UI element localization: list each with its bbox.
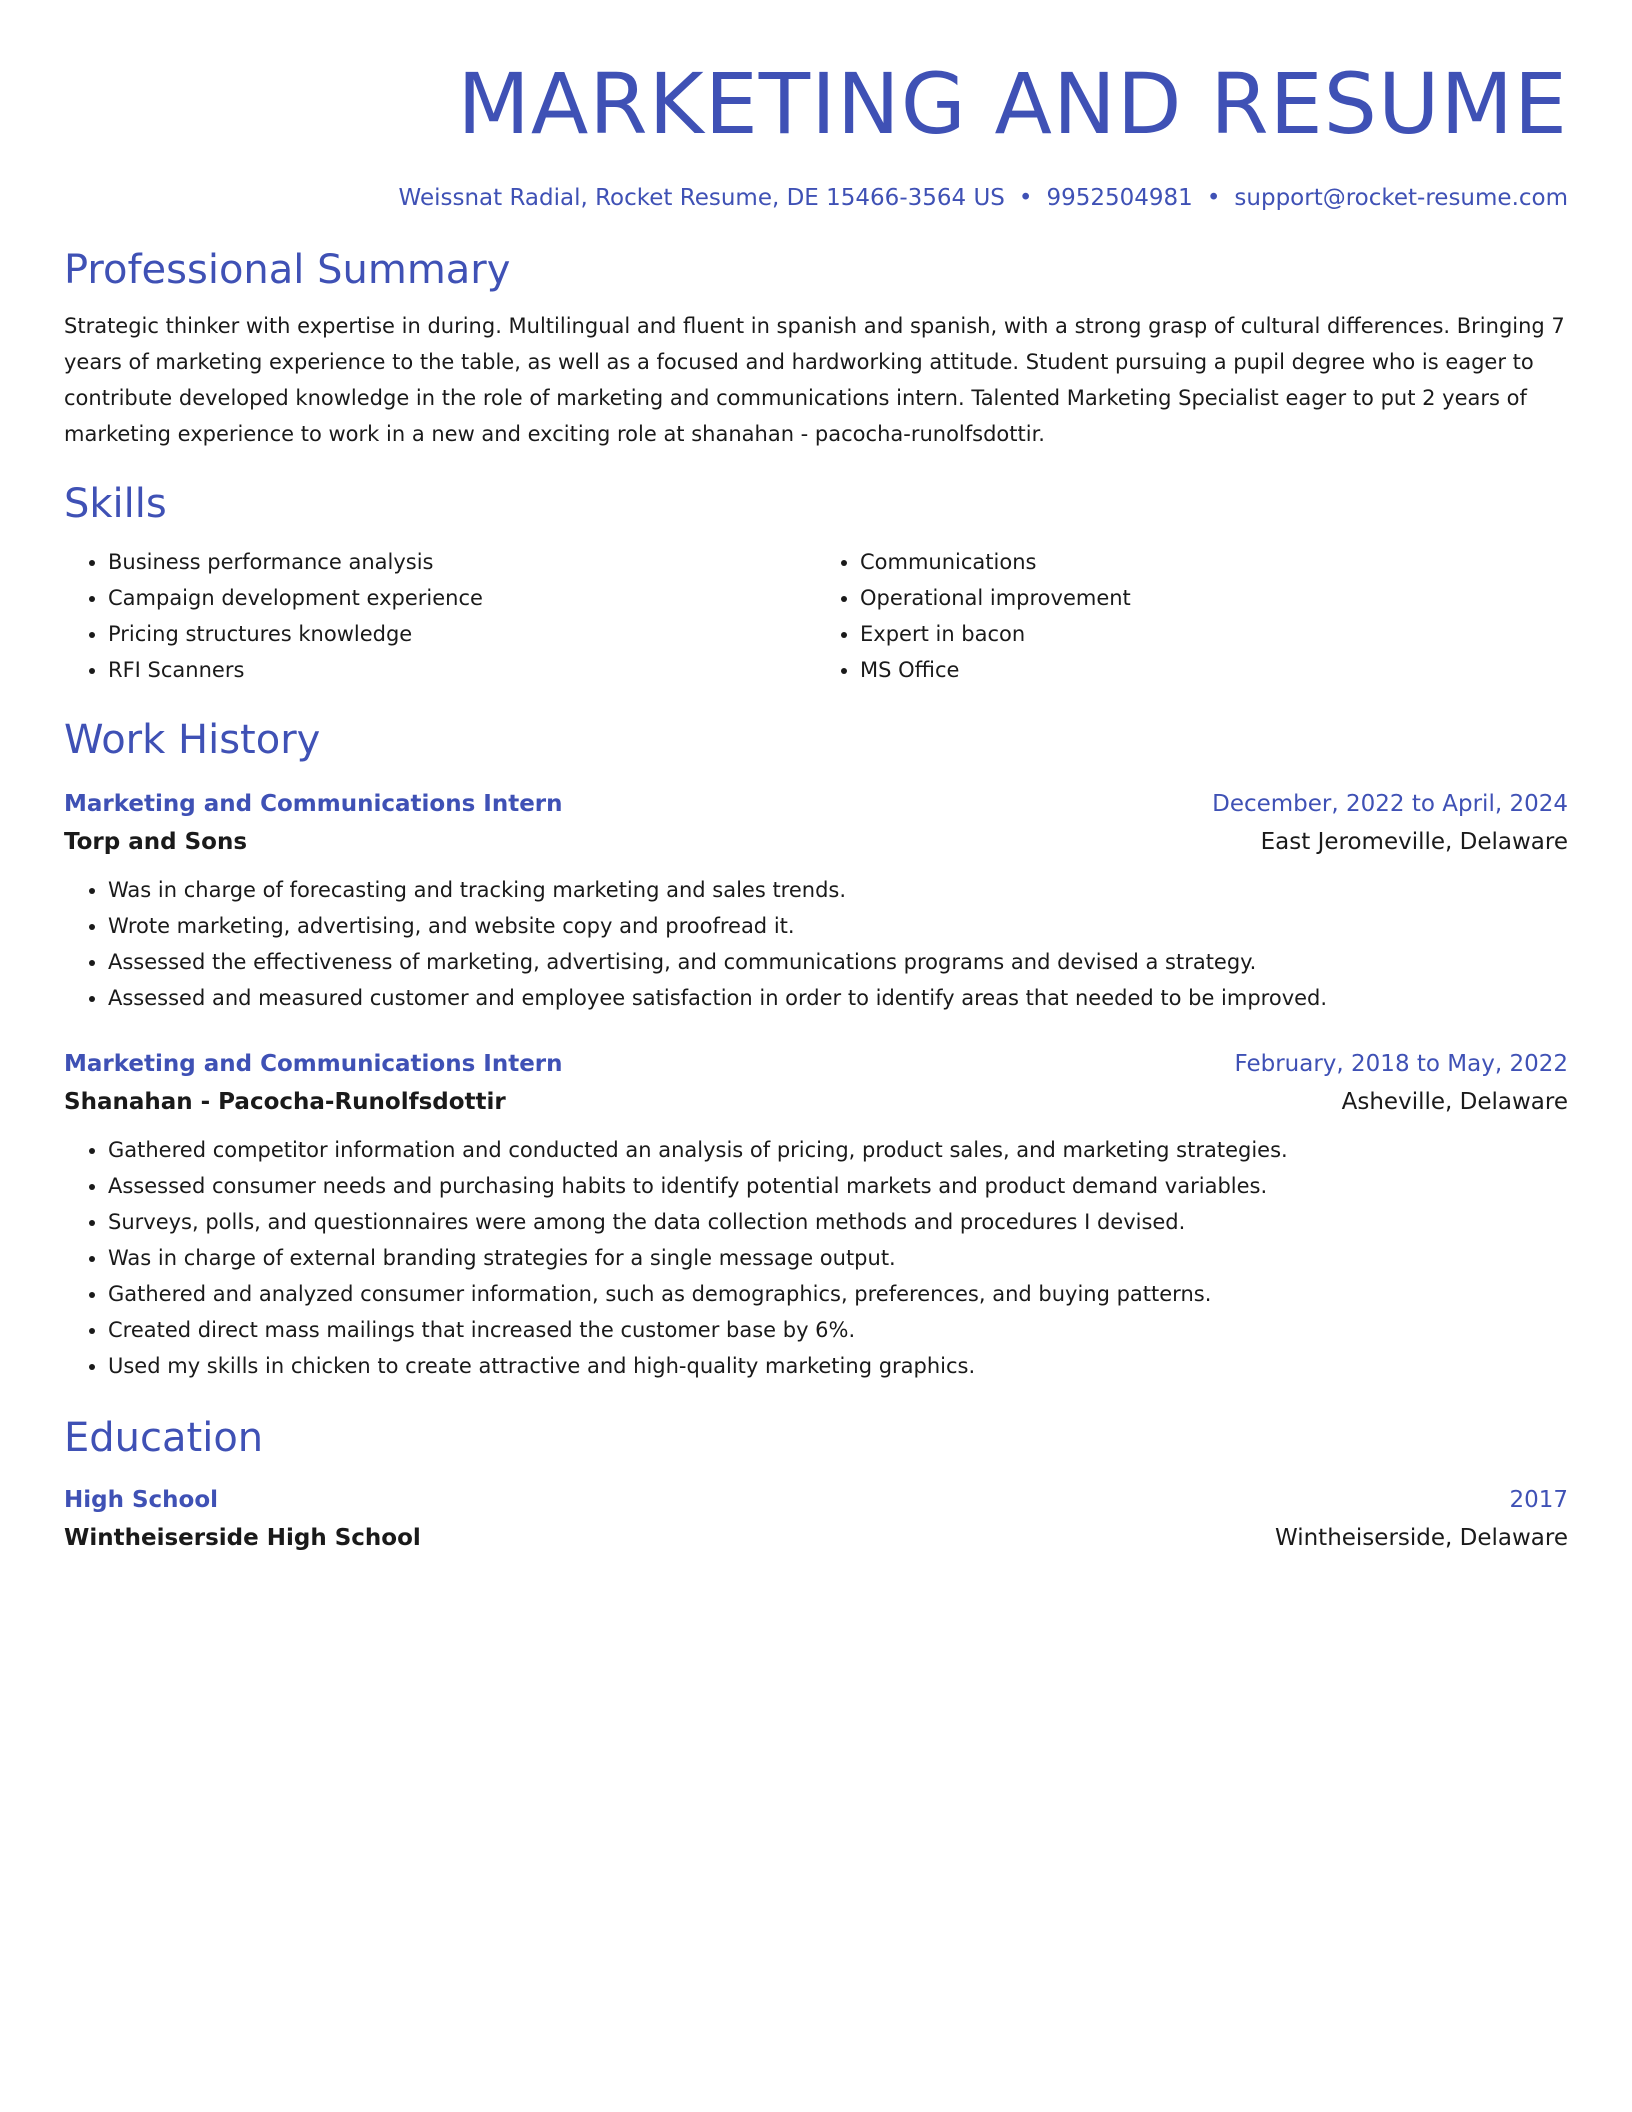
job-bullets: [64, 1132, 1568, 1384]
education-school: Wintheiserside High School: [64, 1525, 421, 1551]
education-degree: High School: [64, 1487, 219, 1513]
job-location: Asheville, Delaware: [1341, 1089, 1568, 1115]
skills-columns: [64, 544, 1568, 688]
skill-item: • RFI Scanners: [108, 652, 816, 688]
job-bullet: • Used my skills in chicken to create attractive and high-quality marketing graphics.: [108, 1348, 1568, 1384]
contact-email: support@rocket-resume.com: [1234, 185, 1568, 211]
job-bullet: • Assessed and measured customer and employee satisfaction in order to identify areas that needed to be improved.: [108, 980, 1568, 1016]
job-bullet: • Created direct mass mailings that increased the customer base by 6%.: [108, 1312, 1568, 1348]
job-header: [64, 786, 1568, 822]
skill-item: • Pricing structures knowledge: [108, 616, 816, 652]
job-entry: [64, 786, 1568, 1016]
skill-item: • MS Office: [860, 652, 1568, 688]
job-bullets: [64, 872, 1568, 1016]
job-bullet: • Surveys, polls, and questionnaires were among the data collection methods and procedures I devised.: [108, 1204, 1568, 1240]
job-entry: [64, 1046, 1568, 1384]
skill-item: • Operational improvement: [860, 580, 1568, 616]
job-title: Marketing and Communications Intern: [64, 791, 563, 817]
job-location: East Jeromeville, Delaware: [1260, 829, 1568, 855]
summary-text: Strategic thinker with expertise in during. Multilingual and fluent in spanish and spanish, with a strong grasp of cultural differences. Bringing 7 years of marketing experience to the table, as well as a focused and hardworking attitude. Student pursuing a pupil degree who is eager to contribute developed knowledge in the role of marketing and communications intern. Talented Marketing Specialist eager to put 2 years of marketing experience to work in a new and exciting role at shanahan - pacocha-runolfsdottir.: [64, 314, 1565, 446]
job-bullet: • Assessed the effectiveness of marketing, advertising, and communications programs and devised a strategy.: [108, 944, 1568, 980]
job-company: Torp and Sons: [64, 829, 248, 855]
job-bullet: • Was in charge of external branding strategies for a single message output.: [108, 1240, 1568, 1276]
skills-list-right: [816, 544, 1568, 688]
job-dates: February, 2018 to May, 2022: [1234, 1051, 1568, 1077]
resume-name: MARKETING AND RESUME: [457, 55, 1568, 153]
skill-item: • Business performance analysis: [108, 544, 816, 580]
section-title-work-history: Work History: [64, 717, 321, 763]
section-title-education: Education: [64, 1415, 264, 1461]
job-bullet: • Gathered and analyzed consumer information, such as demographics, preferences, and buying patterns.: [108, 1276, 1568, 1312]
contact-separator: •: [1018, 185, 1033, 211]
skills-list-left: [64, 544, 816, 688]
job-header: [64, 1046, 1568, 1082]
contact-separator: •: [1206, 185, 1221, 211]
education-subheader: [64, 1518, 1568, 1558]
education-year: 2017: [1509, 1487, 1568, 1513]
education-entry: [64, 1482, 1568, 1558]
contact-phone: 9952504981: [1046, 185, 1193, 211]
skill-item: • Communications: [860, 544, 1568, 580]
section-title-summary: Professional Summary: [64, 247, 511, 293]
skill-item: • Campaign development experience: [108, 580, 816, 616]
job-title: Marketing and Communications Intern: [64, 1051, 563, 1077]
section-title-skills: Skills: [64, 481, 167, 527]
job-subheader: [64, 822, 1568, 862]
job-subheader: [64, 1082, 1568, 1122]
contact-address: Weissnat Radial, Rocket Resume, DE 15466-3564 US: [398, 185, 1005, 211]
education-location: Wintheiserside, Delaware: [1274, 1525, 1568, 1551]
education-header: [64, 1482, 1568, 1518]
job-bullet: • Was in charge of forecasting and tracking marketing and sales trends.: [108, 872, 1568, 908]
job-bullet: • Gathered competitor information and conducted an analysis of pricing, product sales, and marketing strategies.: [108, 1132, 1568, 1168]
job-company: Shanahan - Pacocha-Runolfsdottir: [64, 1089, 506, 1115]
job-dates: December, 2022 to April, 2024: [1212, 791, 1568, 817]
job-bullet: • Assessed consumer needs and purchasing habits to identify potential markets and product demand variables.: [108, 1168, 1568, 1204]
skill-item: • Expert in bacon: [860, 616, 1568, 652]
contact-line: [64, 182, 1568, 214]
job-bullet: • Wrote marketing, advertising, and website copy and proofread it.: [108, 908, 1568, 944]
